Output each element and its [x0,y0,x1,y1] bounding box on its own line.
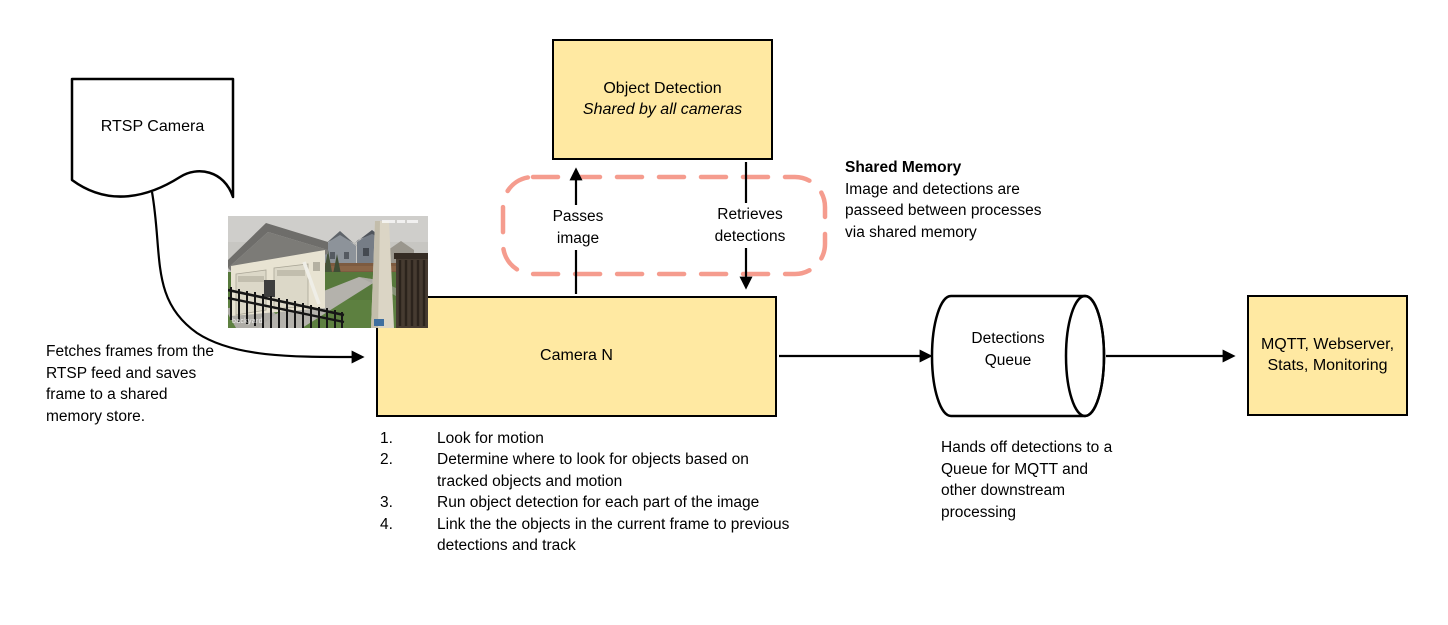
camera-steps-list [380,428,800,556]
shared-memory-note-title: Shared Memory [845,159,962,176]
step-number: 1. [380,430,393,447]
snapshot-camera-name: backyard [232,318,263,325]
camera-snapshot [228,216,428,328]
queue-handoff-note: Hands off detections to a Queue for MQTT and other downstream processing [941,439,1113,522]
step-text: Link the the objects in the current frame to previous detections and track [437,515,790,554]
mqtt-sinks-label: MQTT, Webserver, Stats, Monitoring [1260,335,1395,374]
mqtt-sinks-node [1247,295,1408,416]
step-text: Determine where to look for objects based on tracked objects and motion [437,451,749,490]
step-text: Look for motion [437,430,544,447]
shared-memory-note [845,157,1059,244]
step-number: 3. [380,494,393,512]
shared-memory-note-body: Image and detections are passeed between processes via shared memory [845,180,1042,242]
detections-queue-label: Detections Queue [971,330,1045,369]
fetch-frames-note: Fetches frames from the RTSP feed and saves frame to a shared memory store. [46,343,214,426]
step-number: 4. [380,515,393,533]
object-detection-title: Object Detection [603,79,722,97]
passes-image-edge-label: Passes image [541,205,615,250]
object-detection-subtitle: Shared by all cameras [582,100,743,118]
step-text: Run object detection for each part of the image [437,494,760,512]
retrieves-detections-edge-label: Retrieves detections [700,203,800,248]
step-row [380,514,800,557]
step-row [380,428,800,449]
camera-n-node [376,296,777,417]
rtsp-camera-label: RTSP Camera [100,118,205,135]
step-row [380,492,800,513]
camera-n-label: Camera N [540,347,613,365]
step-row [380,449,800,492]
object-detection-node [552,39,773,160]
step-number: 2. [380,451,393,469]
camera-snapshot-art [228,216,428,328]
